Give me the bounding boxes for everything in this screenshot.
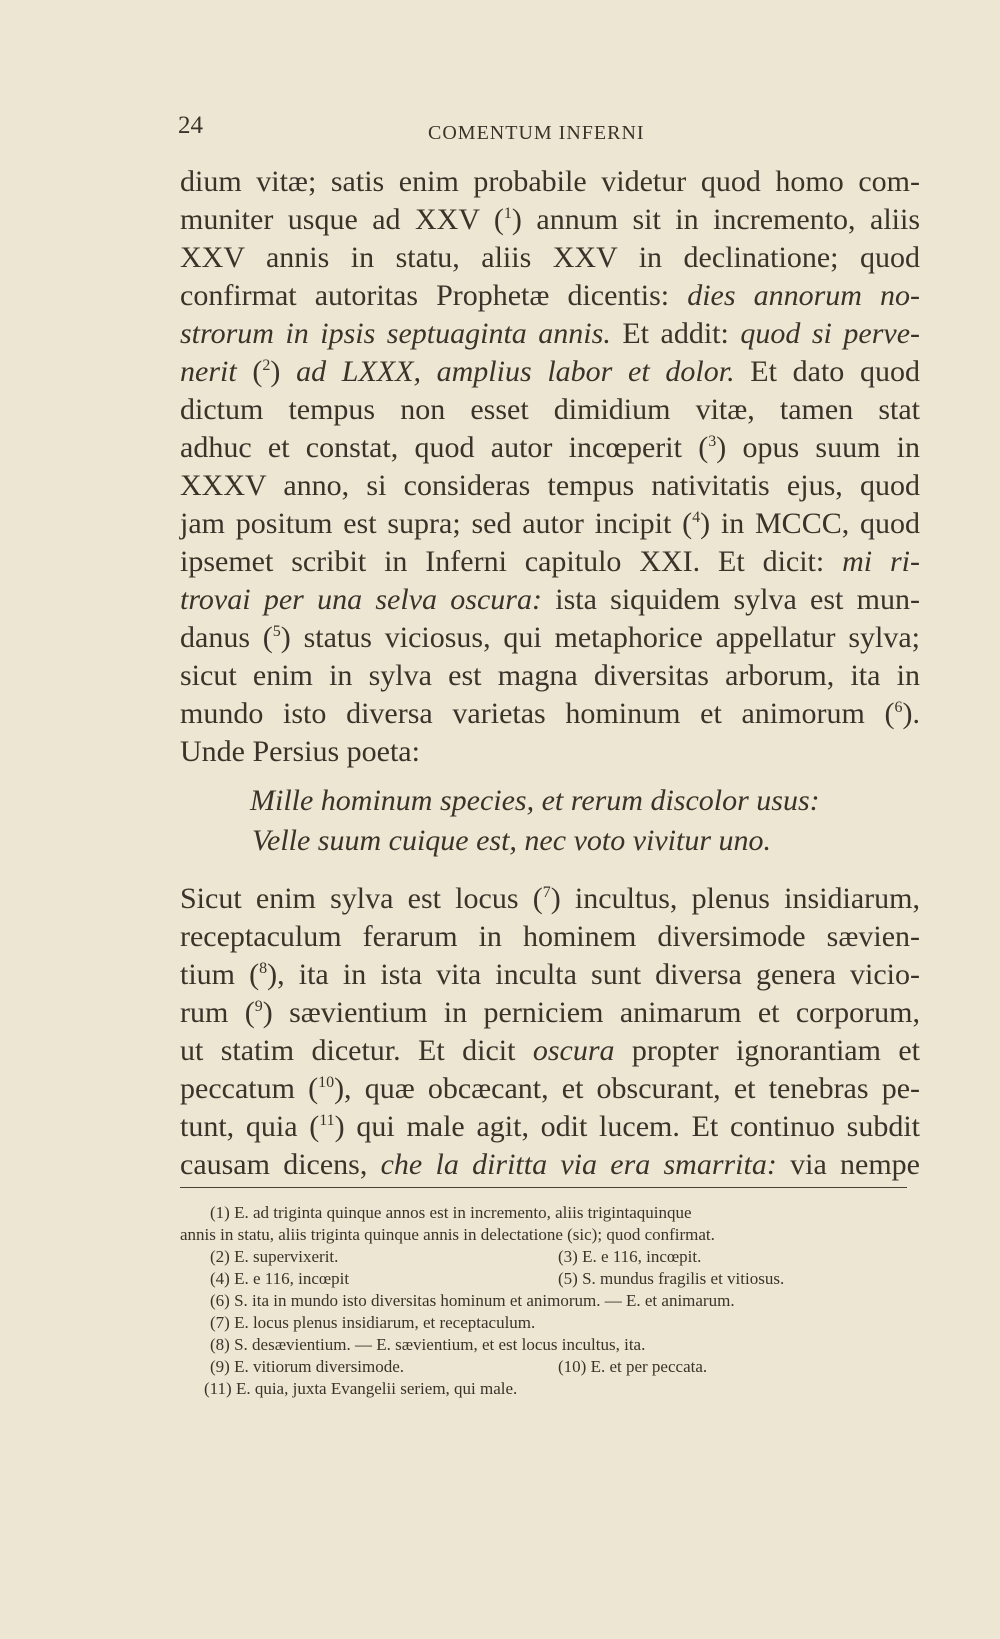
text-line: jam positum est supra; sed autor incipit ($^4$) in MCCC, quod: [180, 507, 921, 540]
footnote: (9) E. vitiorum diversimode. (10) E. et per peccata.: [210, 1357, 708, 1376]
footnote: (8) S. desævientium. — E. sævientium, et est locus incultus, ita.: [210, 1335, 646, 1354]
text-line: danus ($^5$) status viciosus, qui metaphorice appellatur sylva;: [180, 621, 920, 654]
main-text-top: [180, 163, 920, 771]
text-line: Unde Persius poeta:: [180, 735, 420, 768]
text-line: trovai per una selva oscura: ista siquidem sylva est mun-: [180, 583, 920, 616]
footnote: (11) E. quia, juxta Evangelii seriem, qui male.: [204, 1379, 518, 1398]
footnote: (6) S. ita in mundo isto diversitas hominum et animorum. — E. et animarum.: [210, 1291, 735, 1310]
footnote: (2) E. supervixerit. (3) E. e 116, incœpit.: [210, 1247, 702, 1266]
text-line: adhuc et constat, quod autor incœperit ($^3$) opus suum in: [180, 431, 920, 464]
text-line: receptaculum ferarum in hominem diversimode sævien-: [180, 920, 920, 953]
footnote: (1) E. ad triginta quinque annos est in incremento, aliis trigintaquinque: [210, 1203, 692, 1222]
text-line: XXXV anno, si consideras tempus nativitatis ejus, quod: [180, 469, 920, 502]
text-line: sicut enim in sylva est magna diversitas arborum, ita in: [180, 659, 920, 692]
text-line: mundo isto diversa varietas hominum et animorum ($^6$).: [180, 697, 920, 730]
running-head: COMENTUM INFERNI: [428, 122, 645, 144]
text-line: tium ($^8$), ita in ista vita inculta sunt diversa genera vicio-: [180, 958, 920, 991]
text-line: Sicut enim sylva est locus ($^7$) incultus, plenus insidiarum,: [180, 882, 920, 915]
page-number: 24: [178, 112, 203, 139]
verse-line: Velle suum cuique est, nec voto vivitur uno.: [252, 824, 772, 857]
text-line: ut statim dicetur. Et dicit oscura propter ignorantiam et: [180, 1034, 920, 1067]
text-line: dium vitæ; satis enim probabile videtur quod homo com-: [180, 165, 920, 198]
footnote-rule: [180, 1187, 907, 1188]
text-line: strorum in ipsis septuaginta annis. Et addit: quod si perve-: [180, 317, 921, 350]
text-line: muniter usque ad XXV ($^1$) annum sit in incremento, aliis: [180, 203, 920, 236]
text-line: XXV annis in statu, aliis XXV in declinatione; quod: [180, 241, 920, 274]
text-line: dictum tempus non esset dimidium vitæ, tamen stat: [180, 393, 920, 426]
verse-quotation: [250, 781, 870, 861]
main-text-bottom: [180, 880, 920, 1184]
text-line: nerit ($^2$) ad LXXX, amplius labor et dolor. Et dato quod: [180, 355, 921, 388]
footnote: annis in statu, aliis triginta quinque annis in delectatione (sic); quod confirmat.: [180, 1225, 715, 1244]
footnotes: [180, 1202, 905, 1400]
footnote: (7) E. locus plenus insidiarum, et receptaculum.: [210, 1313, 536, 1332]
text-line: ipsemet scribit in Inferni capitulo XXI. Et dicit: mi ri-: [180, 545, 920, 578]
text-line: peccatum ($^{10}$), quæ obcæcant, et obscurant, et tenebras pe-: [180, 1072, 920, 1105]
footnote: (4) E. e 116, incœpit (5) S. mundus fragilis et vitiosus.: [210, 1269, 785, 1288]
verse-line: Mille hominum species, et rerum discolor usus:: [250, 784, 820, 817]
text-line: tunt, quia ($^{11}$) qui male agit, odit lucem. Et continuo subdit: [180, 1110, 921, 1143]
text-line: rum ($^9$) sævientium in perniciem animarum et corporum,: [180, 996, 920, 1029]
text-line: confirmat autoritas Prophetæ dicentis: dies annorum no-: [180, 279, 921, 312]
text-line: causam dicens, che la diritta via era smarrita: via nempe: [180, 1148, 920, 1181]
